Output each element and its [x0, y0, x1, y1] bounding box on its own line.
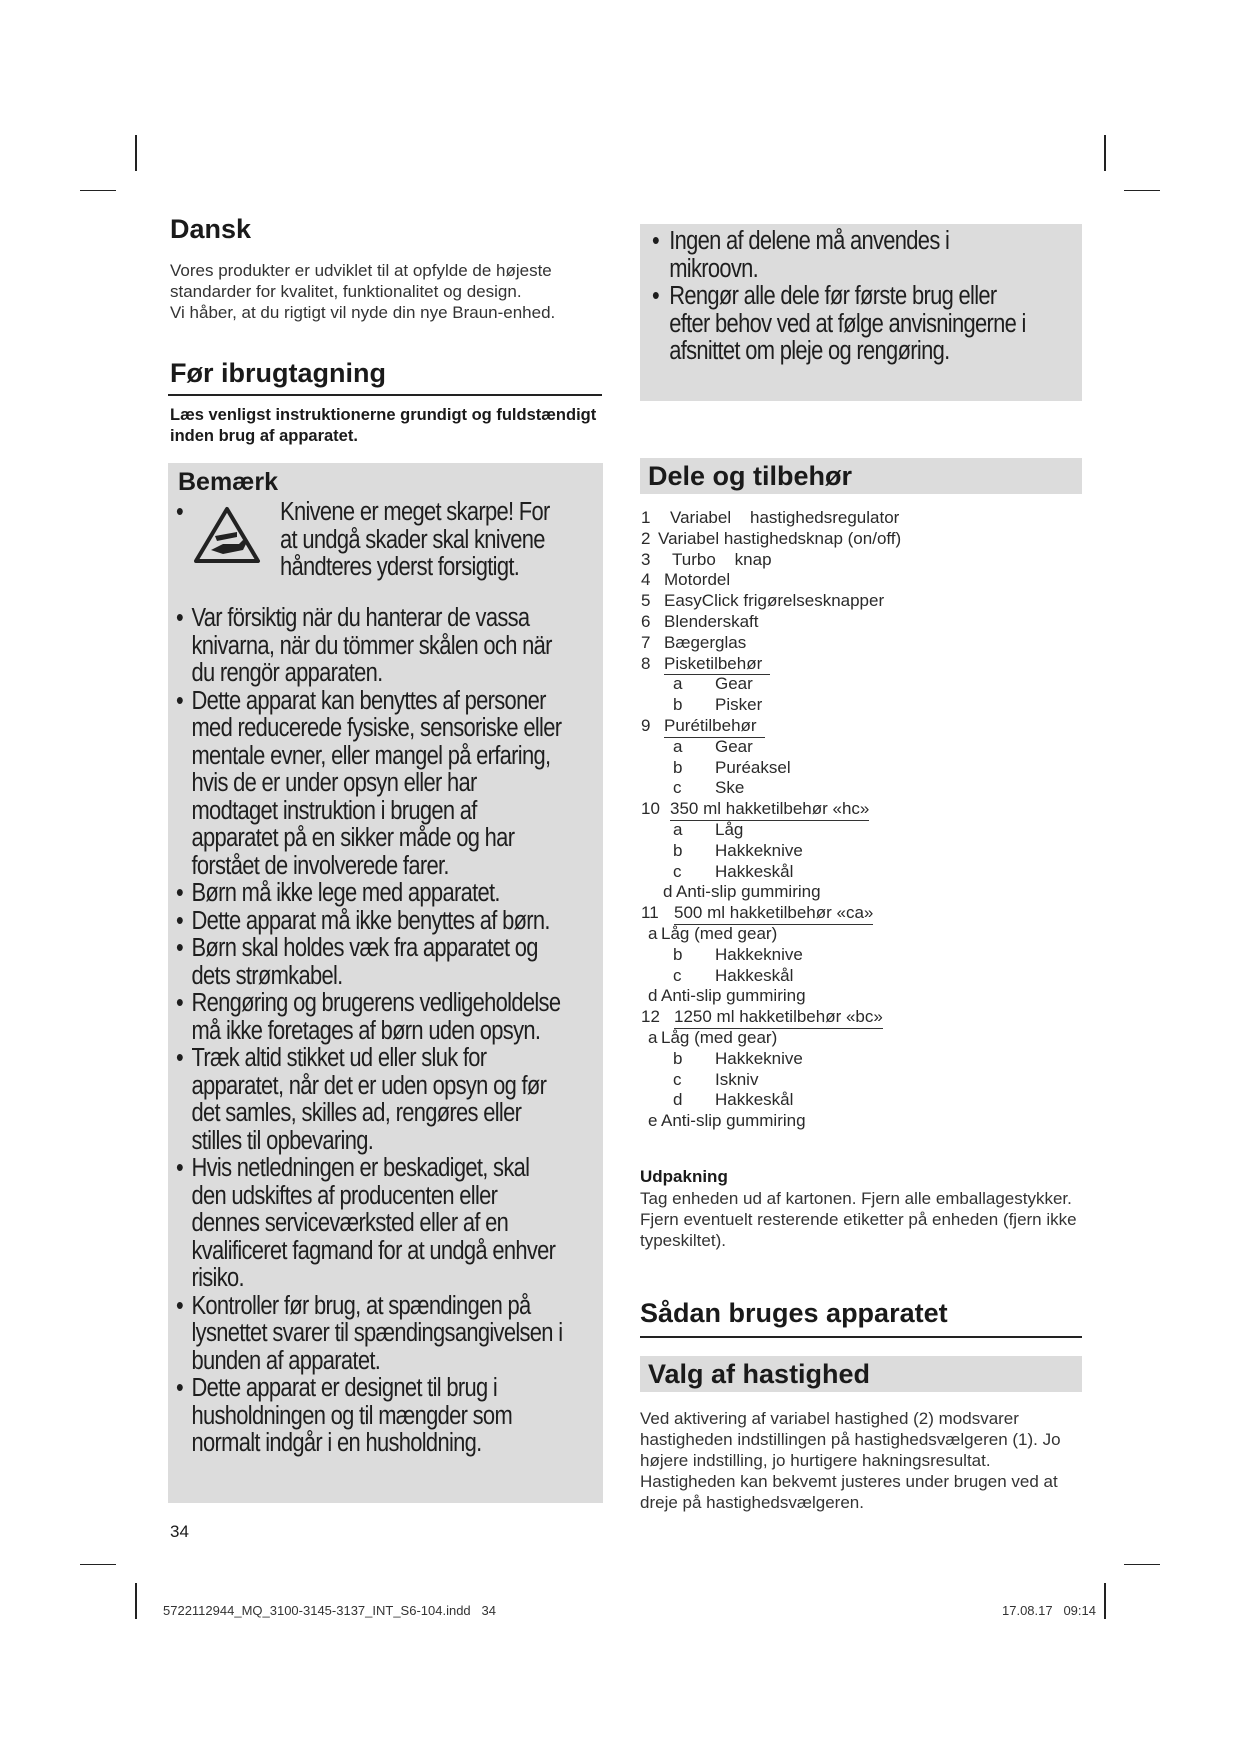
section-rule	[168, 394, 602, 396]
crop-mark	[135, 135, 137, 171]
list-item	[640, 737, 1100, 758]
item-label: Pisketilbehør	[664, 654, 770, 676]
crop-mark	[1104, 135, 1106, 171]
item-number: 5	[641, 591, 651, 611]
item-label: Låg (med gear)	[661, 923, 778, 943]
item-number: 6	[641, 611, 651, 631]
crop-mark	[1104, 1583, 1106, 1619]
footer-date: 17.08.17 09:14	[1002, 1603, 1096, 1618]
item-number: 11	[641, 903, 659, 923]
list-item: • Børn skal holdes væk fra apparatet og dets strømkabel.	[176, 935, 565, 990]
item-number: d	[663, 882, 673, 902]
list-item	[640, 1028, 1100, 1049]
list-item	[640, 550, 1100, 571]
bullet-dot: •	[176, 498, 184, 526]
list-item	[640, 674, 1100, 695]
list-item	[640, 633, 1100, 654]
list-item: • Rengør alle dele før første brug eller efter behov ved at følge anvisningerne i afsnittet om pleje og rengøring.	[652, 283, 1030, 366]
item-label: Gear	[715, 674, 753, 694]
item-label: Låg	[715, 819, 744, 839]
list-item	[640, 820, 1100, 841]
list-item	[640, 1070, 1100, 1091]
parts-title: Dele og tilbehør	[648, 461, 853, 491]
list-item	[640, 758, 1100, 779]
list-item	[640, 529, 1100, 550]
intro-line: Vores produkter er udviklet til at opfylde de højeste	[170, 261, 552, 280]
list-item: • Dette apparat må ikke benyttes af børn.	[176, 908, 565, 936]
item-label: Låg (med gear)	[661, 1027, 778, 1047]
language-heading: Dansk	[170, 214, 252, 244]
item-label: Hakkeknive	[715, 840, 803, 860]
list-item	[640, 945, 1100, 966]
unpacking-title: Udpakning	[640, 1167, 728, 1186]
item-number: 8	[641, 653, 651, 673]
speed-text: Ved aktivering af variabel hastighed (2) modsvarer hastigheden indstillingen på hastighedsvælgeren (1). Jo højere indstilling, jo hurtigere hakningsresultat. Hastigheden kan bekvemt justeres under brugen ved at dreje på hastighedsvælgeren.	[640, 1409, 1061, 1512]
intro-line: standarder for kvalitet, funktionalitet og design.	[170, 282, 522, 301]
list-item	[640, 986, 1100, 1007]
item-number: a	[673, 736, 683, 756]
page-number: 34	[170, 1522, 189, 1541]
item-label: Blenderskaft	[664, 611, 759, 631]
item-label: Hakkeknive	[715, 1048, 803, 1068]
item-number: e	[648, 1111, 658, 1131]
list-item	[640, 570, 1100, 591]
item-label: EasyClick frigørelsesknapper	[664, 591, 885, 611]
item-label: Hakkeskål	[715, 861, 794, 881]
item-label: Pisker	[715, 695, 763, 715]
list-item	[640, 716, 1100, 737]
speed-title: Valg af hastighed	[648, 1359, 871, 1389]
item-number: 3	[641, 549, 651, 569]
item-number: 9	[641, 715, 651, 735]
list-item	[640, 508, 1100, 529]
before-use-title: Før ibrugtagning	[170, 358, 386, 388]
item-number: d	[648, 986, 658, 1006]
list-item	[640, 695, 1100, 716]
item-number: a	[673, 819, 683, 839]
note-title: Bemærk	[178, 468, 279, 496]
list-item: • Dette apparat er designet til brug i husholdningen og til mængder som normalt indgår i en husholdning.	[176, 1375, 565, 1458]
list-item	[640, 591, 1100, 612]
item-number: b	[673, 1048, 683, 1068]
item-label: 1250 ml hakketilbehør «bc»	[674, 1007, 883, 1029]
item-number: 4	[641, 570, 651, 590]
usage-title: Sådan bruges apparatet	[640, 1298, 948, 1328]
item-number: a	[648, 1027, 658, 1047]
item-number: 7	[641, 632, 651, 652]
list-item	[640, 778, 1100, 799]
item-number: c	[673, 778, 682, 798]
list-item	[640, 1049, 1100, 1070]
crop-mark	[135, 1583, 137, 1619]
section-rule	[640, 1336, 1082, 1338]
item-number: c	[673, 861, 682, 881]
footer-file: 5722112944_MQ_3100-3145-3137_INT_S6-104.indd 34	[163, 1603, 496, 1618]
item-number: c	[673, 1069, 682, 1089]
item-label: Hakkeskål	[715, 1090, 794, 1110]
parts-title-bar	[640, 458, 1082, 494]
item-label: Anti-slip gummiring	[661, 986, 806, 1006]
item-number: d	[673, 1090, 683, 1110]
list-item	[640, 903, 1100, 924]
item-number: 12	[641, 1007, 660, 1027]
item-number: 1	[641, 508, 651, 527]
item-number: b	[673, 695, 683, 715]
parts-list	[640, 508, 1100, 1132]
crop-mark	[80, 1564, 116, 1565]
note-list	[176, 605, 565, 1458]
crop-mark	[1124, 190, 1160, 191]
item-label: Puréaksel	[715, 757, 791, 777]
list-item	[640, 882, 1100, 903]
unpacking-text: Tag enheden ud af kartonen. Fjern alle emballagestykker. Fjern eventuelt resterende etiketter på enheden (fjern ikke typeskiltet).	[640, 1189, 1077, 1250]
intro-line: Vi håber, at du rigtigt vil nyde din nye Braun-enhed.	[170, 303, 556, 322]
list-item: • Hvis netledningen er beskadiget, skal den udskiftes af producenten eller dennes serviceværksted eller af en kvalificeret fagmand for at undgå enhver risiko.	[176, 1155, 565, 1293]
list-item	[640, 654, 1100, 675]
item-label: Hakkeskål	[715, 965, 794, 985]
item-label: Turbo knap	[672, 549, 772, 569]
list-item: • Ingen af delene må anvendes i mikroovn.	[652, 228, 1030, 283]
item-label: Variabel hastighedsregulator	[670, 508, 900, 527]
list-item: • Dette apparat kan benyttes af personer med reducerede fysiske, sensoriske eller mentale evner, eller mangel på erfaring, hvis de er under opsyn eller har modtaget instruktion i brugen af apparatet på en sikker måde og har forstået de involverede farer.	[176, 688, 565, 881]
list-item	[640, 612, 1100, 633]
crop-mark	[80, 190, 116, 191]
item-label: Motordel	[664, 570, 731, 590]
warning-text: Knivene er meget skarpe! For at undgå skader skal knivene håndteres yderst forsigtigt.	[280, 498, 550, 581]
list-item	[640, 841, 1100, 862]
list-item: • Rengøring og brugerens vedligeholdelse må ikke foretages af børn uden opsyn.	[176, 990, 565, 1045]
list-item	[640, 1007, 1100, 1028]
list-item	[640, 799, 1100, 820]
item-number: c	[673, 965, 682, 985]
before-use-instruction: Læs venligst instruktionerne grundigt og fuldstændigt inden brug af apparatet.	[170, 406, 597, 445]
top-right-list	[652, 228, 1030, 366]
list-item: • Træk altid stikket ud eller sluk for apparatet, når det er uden opsyn og før det samles, skilles ad, rengøres eller stilles til opbevaring.	[176, 1045, 565, 1155]
item-label: Purétilbehør	[664, 716, 765, 738]
item-label: Iskniv	[715, 1069, 759, 1089]
crop-mark	[1124, 1564, 1160, 1565]
item-number: b	[673, 757, 683, 777]
list-item	[640, 966, 1100, 987]
item-number: 10	[641, 799, 660, 819]
hand-blade-warning-icon	[193, 506, 261, 564]
list-item	[640, 924, 1100, 945]
intro-text	[170, 260, 610, 323]
item-label: 350 ml hakketilbehør «hc»	[670, 799, 869, 821]
item-number: b	[673, 944, 683, 964]
item-number: a	[648, 923, 658, 943]
list-item: • Var försiktig när du hanterar de vassa knivarna, när du tömmer skålen och när du rengör apparaten.	[176, 605, 565, 688]
list-item: • Kontroller før brug, at spændingen på lysnettet svarer til spændingsangivelsen i bunden af apparatet.	[176, 1293, 565, 1376]
item-label: 500 ml hakketilbehør «ca»	[674, 903, 873, 925]
list-item: • Børn må ikke lege med apparatet.	[176, 880, 565, 908]
item-label: Variabel hastighedsknap (on/off)	[658, 528, 902, 548]
item-label: Bægerglas	[664, 632, 747, 652]
item-label: Ske	[715, 778, 745, 798]
speed-title-bar	[640, 1356, 1082, 1392]
item-label: Anti-slip gummiring	[661, 1111, 806, 1131]
item-number: 2	[641, 528, 651, 548]
item-label: Hakkeknive	[715, 944, 803, 964]
item-number: b	[673, 840, 683, 860]
list-item	[640, 1090, 1100, 1111]
item-number: a	[673, 674, 683, 694]
item-label: Anti-slip gummiring	[676, 882, 821, 902]
item-label: Gear	[715, 736, 753, 756]
list-item	[640, 862, 1100, 883]
list-item	[640, 1111, 1100, 1132]
